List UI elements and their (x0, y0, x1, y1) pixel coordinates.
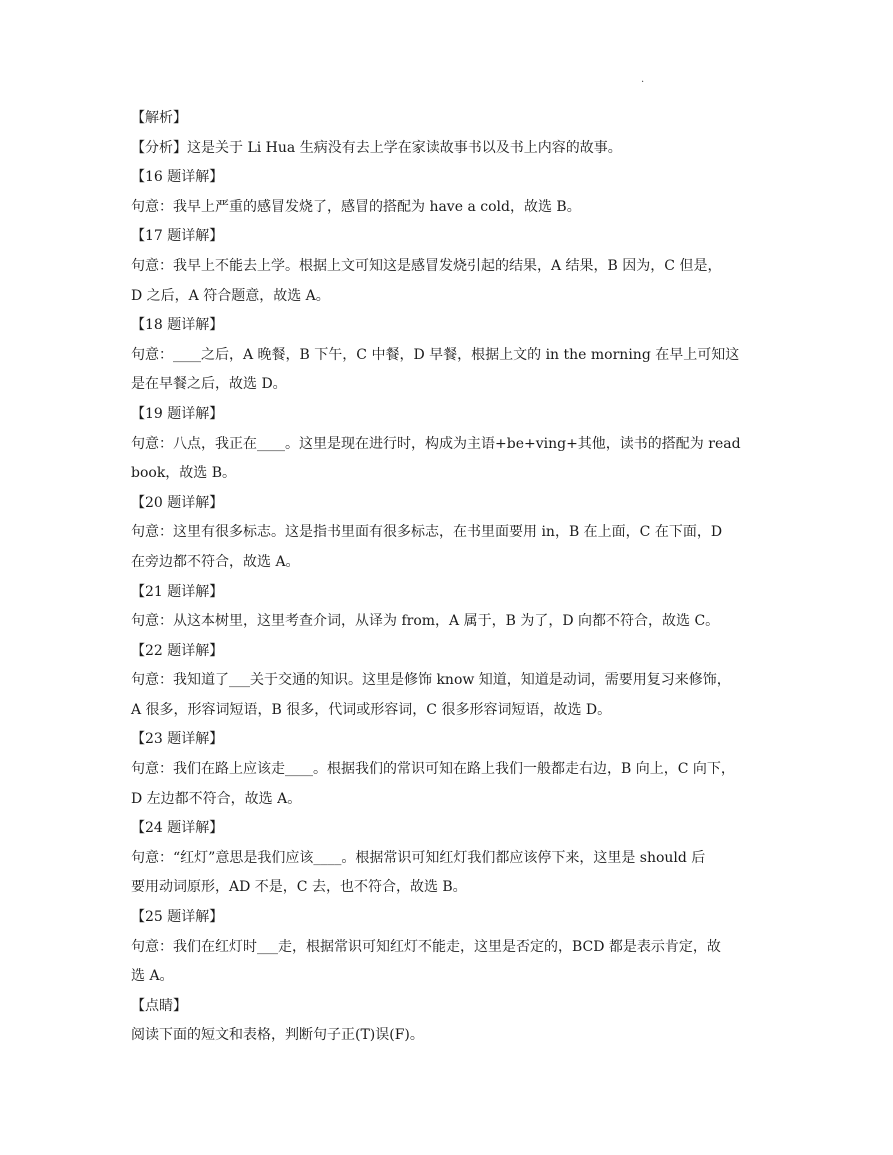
question-25-explanation: 句意：我们在红灯时___走，根据常识可知红灯不能走，这里是否定的，BCD 都是表示肯定，故 (131, 938, 721, 955)
section-heading-tips: 【点睛】 (131, 997, 187, 1014)
question-24-heading: 【24 题详解】 (131, 820, 224, 837)
question-21-heading: 【21 题详解】 (131, 583, 224, 600)
question-17-heading: 【17 题详解】 (131, 228, 224, 245)
question-18-explanation-cont: 是在早餐之后，故选 D。 (131, 376, 287, 393)
question-20-explanation: 句意：这里有很多标志。这是指书里面有很多标志，在书里面要用 in，B 在上面，C 在下面，D (131, 524, 723, 541)
question-16-heading: 【16 题详解】 (131, 169, 224, 186)
question-24-explanation: 句意：“红灯”意思是我们应该____。根据常识可知红灯我们都应该停下来，这里是 should 后 (131, 849, 706, 866)
analysis-summary: 【分析】这是关于 Li Hua 生病没有去上学在家读故事书以及书上内容的故事。 (131, 139, 622, 156)
question-25-heading: 【25 题详解】 (131, 909, 224, 926)
section-heading-analysis: 【解析】 (131, 110, 187, 126)
page-header-mark: . (641, 74, 645, 85)
question-22-explanation: 句意：我知道了___关于交通的知识。这里是修饰 know 知道，知道是动词，需要用复习来修饰， (131, 672, 731, 689)
question-22-explanation-cont: A 很多，形容词短语，B 很多，代词或形容词，C 很多形容词短语，故选 D。 (131, 701, 612, 718)
question-23-explanation-cont: D 左边都不符合，故选 A。 (131, 790, 302, 807)
question-24-explanation-cont: 要用动词原形，AD 不是，C 去，也不符合，故选 B。 (131, 879, 467, 896)
question-17-explanation-cont: D 之后，A 符合题意，故选 A。 (131, 287, 330, 304)
question-18-heading: 【18 题详解】 (131, 317, 224, 334)
question-16-explanation: 句意：我早上严重的感冒发烧了，感冒的搭配为 have a cold，故选 B。 (131, 198, 581, 215)
question-20-explanation-cont: 在旁边都不符合，故选 A。 (131, 553, 300, 570)
next-section-instruction: 阅读下面的短文和表格，判断句子正(T)误(F)。 (131, 1027, 424, 1044)
question-25-explanation-cont: 选 A。 (131, 968, 174, 985)
question-19-explanation: 句意：八点，我正在____。这里是现在进行时，构成为主语+be+ving+其他，读书的搭配为 read (131, 435, 741, 452)
question-20-heading: 【20 题详解】 (131, 494, 224, 511)
document-body (131, 104, 771, 1051)
question-22-heading: 【22 题详解】 (131, 642, 224, 659)
question-19-heading: 【19 题详解】 (131, 405, 224, 422)
question-23-explanation: 句意：我们在路上应该走____。根据我们的常识可知在路上我们一般都走右边，B 向上，C 向下， (131, 761, 735, 778)
question-17-explanation: 句意：我早上不能去上学。根据上文可知这是感冒发烧引起的结果，A 结果，B 因为，C 但是， (131, 257, 722, 274)
question-21-explanation: 句意：从这本树里，这里考查介词，从译为 from，A 属于，B 为了，D 向都不符合，故选 C。 (131, 613, 720, 630)
question-23-heading: 【23 题详解】 (131, 731, 224, 748)
question-19-explanation-cont: book，故选 B。 (131, 465, 237, 482)
question-18-explanation: 句意：____之后，A 晚餐，B 下午，C 中餐，D 早餐，根据上文的 in the morning 在早上可知这 (131, 346, 740, 363)
